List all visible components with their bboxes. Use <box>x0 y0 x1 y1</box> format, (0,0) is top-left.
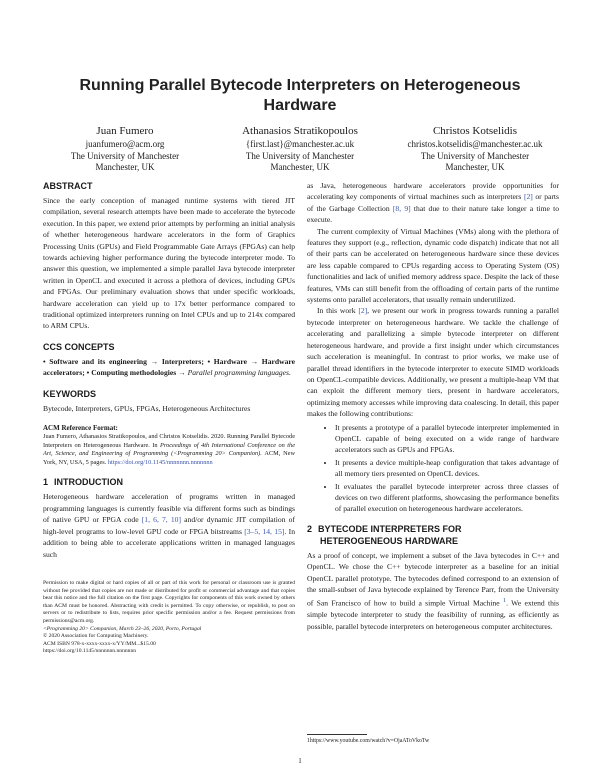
ccs-heading: CCS CONCEPTS <box>43 341 115 352</box>
section2-title-line-1: BYTECODE INTERPRETERS FOR <box>318 523 462 534</box>
ccs-line-2: Parallel programming languages. <box>187 368 291 378</box>
list-item: • It presents a device multiple-heap configuration that takes advantage of all memory tiers presented on OpenCL devices. <box>335 457 559 480</box>
section2-text-b: . We extend this simple bytecode interpreter to study the feasibility of running, as efficiently as possible, parallel bytecode interpreters on heterogeneous computer architectures. <box>307 598 559 631</box>
isbn-line: ACM ISBN 978-x-xxxx-xxxx-x/YY/MM...$15.00 <box>43 640 156 647</box>
acm-ref-text-2: ACM, New York, NY, USA, 5 pages. <box>43 450 296 466</box>
section2-number: 2 <box>307 523 313 534</box>
copyright-line: © 2020 Association for Computing Machinery. <box>43 633 149 640</box>
citation[interactable]: [3–5, 14, 15] <box>244 526 285 536</box>
citation[interactable]: [1, 6, 7, 10] <box>141 515 181 525</box>
author-3 <box>390 124 560 174</box>
acm-reference-heading: ACM Reference Format: <box>43 424 118 433</box>
acm-ref-venue: Proceedings of 4th International Conference on the Art, Science, and Engineering of Programming (<Programming 20> Companion). <box>43 441 295 458</box>
author-affiliation: The University of Manchester <box>70 150 180 161</box>
keywords-heading: KEYWORDS <box>43 388 97 399</box>
left-column <box>43 180 295 560</box>
right-text-a: as Java, heterogeneous hardware accelerators provide opportunities for accelerating key components of virtual machines such as interpreters <box>307 181 559 202</box>
para3-text-a: In this work <box>317 306 356 316</box>
intro-heading <box>43 476 295 488</box>
right-column <box>307 180 559 632</box>
citation[interactable]: [2] <box>358 306 368 316</box>
acm-ref-doi-link[interactable]: https://doi.org/10.1145/nnnnnnn.nnnnnnn <box>107 458 213 466</box>
footnote-rule <box>307 734 367 735</box>
intro-title: INTRODUCTION <box>54 477 124 488</box>
section2-text-a: As a proof of concept, we implement a subset of the Java bytecodes in C++ and OpenCL. We chose the C++ bytecode interpreter as a baseline for an initial OpenCL parallel prototype. The bytecodes defined correspond to an extension of the small-subset of Java bytecode explained by Terence Parr, from the University of San Francisco of how to build a simple Virtual Machine <box>307 550 559 608</box>
abstract-heading: ABSTRACT <box>43 181 93 191</box>
author-location: Manchester, UK <box>95 162 155 172</box>
section2-paragraph <box>307 550 559 632</box>
intro-number: 1 <box>43 477 49 488</box>
permission-notice: Permission to make digital or hard copies of all or part of this work for personal or classroom use is granted without fee provided that copies are not made or distributed for profit or commercial advantage and that copies bear this notice and the full citation on the first page. Copyrights for components of this work owned by others than ACM must be honored. Abstracting with credit is permitted. To copy otherwise, or republish, to post on servers or to redistribute to lists, requires prior specific permission and/or a fee. Request permissions from permissions@acm.org. <box>43 580 295 624</box>
author-name: Athanasios Stratikopoulos <box>242 125 358 137</box>
section2-heading <box>307 523 559 547</box>
permission-block <box>43 580 295 656</box>
para3-text-b: , we present our work in progress towards running a parallel bytecode interpreter on heterogeneous hardware. We tackle the challenge of accelerating and parallelizing a simple bytecode interpreter on different heterogeneous hardware, and provide a first insight under which circumstances such acceleration is meaningful. In contrast to prior works, we make use of parallel thread identifiers in the bytecode interpreter to execute SIMD workloads on OpenCL-compatible devices. Additionally, we present a multiple-heap VM that can exploit the different memory tiers, present in hardware accelerators, optimizing memory accesses while improving data coalescing. In detail, this paper makes the following contributions: <box>307 306 559 419</box>
acm-ref-text-1: Juan Fumero, Athanasios Stratikopoulos, and Christos Kotselidis. 2020. Running Parallel Bytecode Interpreters on Heterogeneous Hardware. In <box>43 433 295 449</box>
author-name: Christos Kotselidis <box>432 125 518 137</box>
citation[interactable]: [8, 9] <box>392 203 411 213</box>
author-email: christos.kotselidis@manchester.ac.uk <box>407 139 543 149</box>
author-location: Manchester, UK <box>270 162 330 172</box>
footnote-url[interactable]: 1https://www.youtube.com/watch?v=OjaAToVkoTw <box>307 738 430 744</box>
author-affiliation: The University of Manchester <box>420 150 530 161</box>
intro-text-c: . In addition to being able to accelerate applications written in managed languages such <box>43 526 295 559</box>
author-1 <box>40 124 210 174</box>
author-2 <box>215 124 385 174</box>
paper-title: Running Parallel Bytecode Interpreters on Heterogeneous Hardware <box>79 77 521 114</box>
intro-paragraph-2: The current complexity of Virtual Machines (VMs) along with the plethora of features they support (e.g., reflection, dynamic code dispatch) indicate that not all of their parts can be accelerated on heterogeneous hardware since these devices are less capable compared to CPUs regarding access to Operating System (OS) functionalities and lack of unified memory address space. Despite the lack of these features, VMs can still benefit from the offloading of certain parts of the runtime systems onto parallel accelerators, that usually remain underutilized. <box>307 226 559 305</box>
ccs-line-1: • Software and its engineering → Interpreters; • Hardware → Hardware accelerators; • Computing methodologies → <box>43 356 295 378</box>
author-name: Juan Fumero <box>96 125 154 137</box>
abstract-text: Since the early conception of managed runtime systems with tiered JIT compilation, several research attempts have been made to accelerate the bytecode execution. In this paper, we extend prior attempts by performing an initial analysis of whether heterogeneous hardware accelerators in the form of Graphics Processing Units (GPUs) and Field Programmable Gate Arrays (FPGAs) can help towards achieving higher performance during the bytecode interpreter mode. To answer this question, we implemented a simple parallel Java bytecode interpreter written in OpenCL and executed it across a plethora of devices, including GPUs and FPGAs. Our preliminary evaluation shows that under specific workloads, hardware acceleration can yield up to 17x better performance compared to traditional optimized interpreters running on Intel CPUs and up to 214x compared to ARM CPUs. <box>43 196 295 331</box>
page-number: 1 <box>298 757 302 765</box>
intro-text-b: and/or dynamic JIT compilation of high-level programs to low-level GPU code or FPGA bitstreams <box>43 515 295 536</box>
intro-paragraph-1 <box>43 491 295 559</box>
keywords-text: Bytecode, Interpreters, GPUs, FPGAs, Heterogeneous Architectures <box>43 403 251 413</box>
author-email: juanfumero@acm.org <box>85 139 165 149</box>
list-item: • It evaluates the parallel bytecode interpreter across three classes of devices on two different platforms, showcasing the performance benefits of parallel execution on heterogeneous hardware accelerators. <box>335 481 559 515</box>
intro-text-a: Heterogeneous hardware acceleration of programs written in managed programming languages is currently feasible via different forms such as bindings of native GPU or FPGA code <box>43 492 295 525</box>
author-email: {first.last}@manchester.ac.uk <box>245 139 355 149</box>
ccs-concepts <box>43 356 295 379</box>
author-location: Manchester, UK <box>445 162 505 172</box>
section2-title-line-2: HETEROGENEOUS HARDWARE <box>320 535 459 546</box>
footnote-mark[interactable]: 1 <box>502 597 507 605</box>
author-affiliation: The University of Manchester <box>245 150 355 161</box>
contributions-list <box>307 422 559 515</box>
footnote <box>307 734 559 745</box>
list-item: • It presents a prototype of a parallel bytecode interpreter implemented in OpenCL capable of being executed on a wide range of hardware accelerators such as GPUs and FPGAs. <box>335 422 559 456</box>
right-text-c: that due to their nature take longer a time to execute. <box>307 203 559 225</box>
doi-line[interactable]: https://doi.org/10.1145/nnnnnnn.nnnnnnn <box>43 648 137 655</box>
author-block <box>40 124 560 174</box>
intro-paragraph-3 <box>307 305 559 419</box>
right-text-b: or parts of the Garbage Collection <box>307 192 559 213</box>
conference-name: <Programming 20> Companion, March 23–26, 2020, Porto, Portugal <box>43 625 202 632</box>
acm-reference-text <box>43 433 295 467</box>
citation[interactable]: [2] <box>523 192 533 202</box>
intro-paragraph-1-cont <box>307 180 559 226</box>
